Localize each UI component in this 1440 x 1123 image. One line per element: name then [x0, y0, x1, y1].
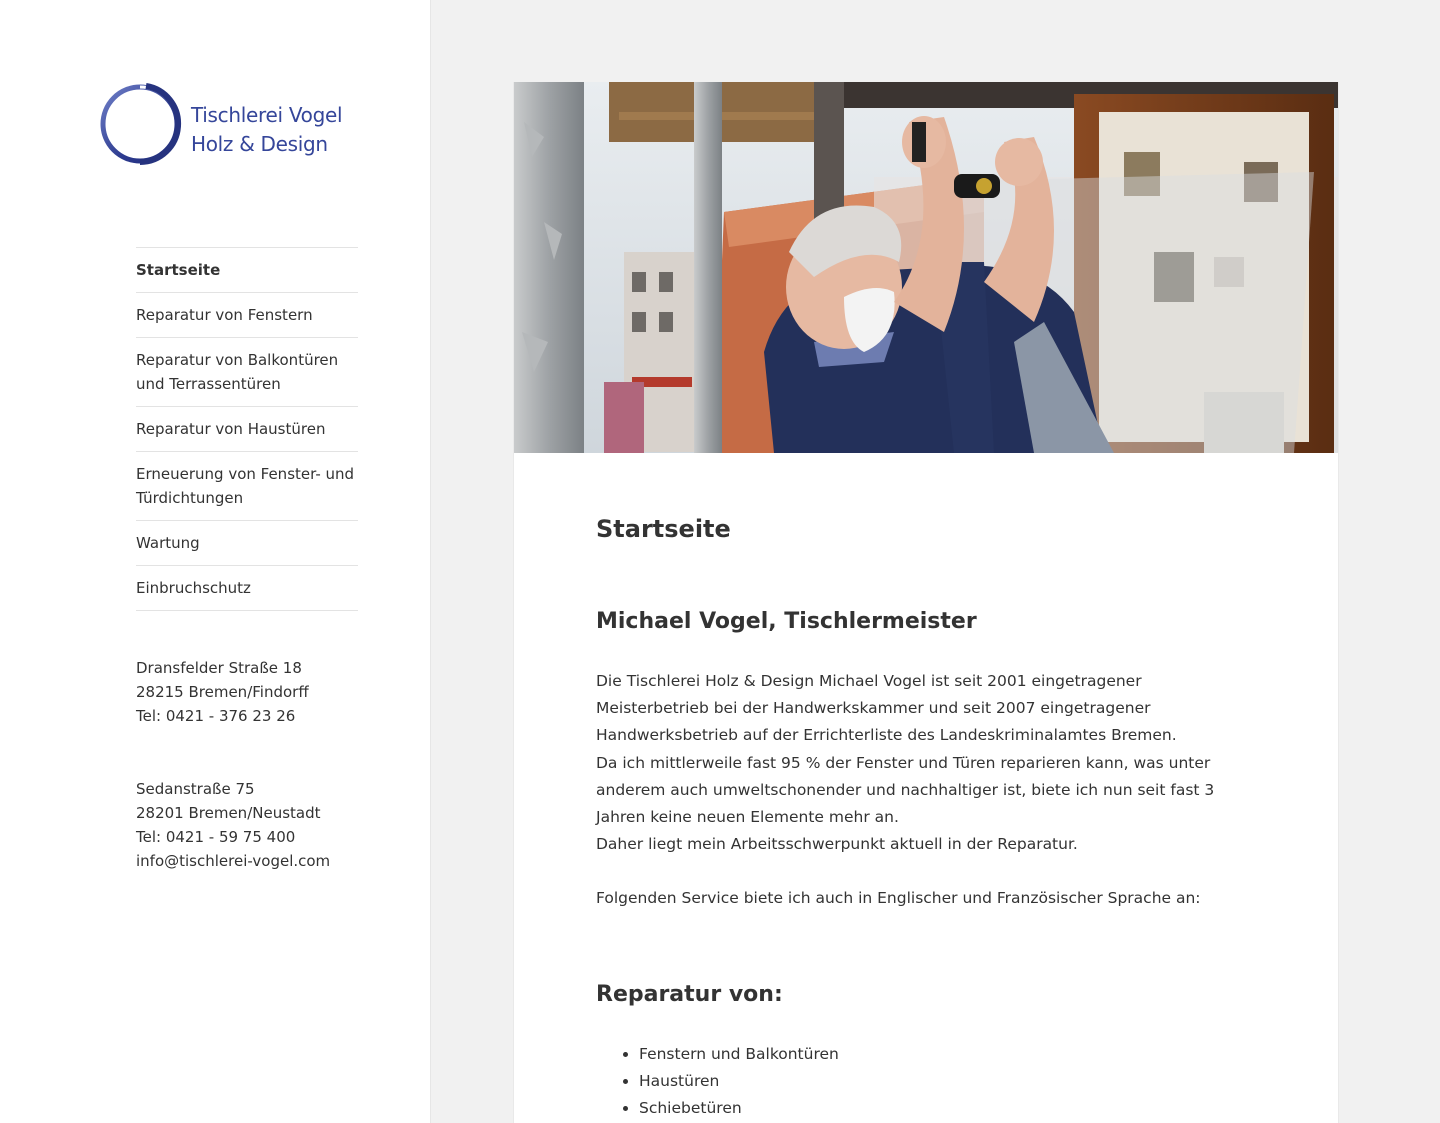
address-city: 28215 Bremen/Findorff: [136, 683, 309, 701]
nav-link[interactable]: Reparatur von Balkontüren und Terrassentüren: [136, 351, 339, 393]
address-city: 28201 Bremen/Neustadt: [136, 804, 321, 822]
page-title: Startseite: [596, 515, 731, 543]
address-phone: Tel: 0421 - 376 23 26: [136, 707, 296, 725]
logo-text-line1: Tischlerei Vogel: [191, 103, 343, 127]
intro-line: Da ich mittlerweile fast 95 % der Fenster und Türen reparieren kann, was unter anderem auch umweltschonender und nachhaltiger ist, biete ich nun seit fast 3 Jahren keine neuen Elemente mehr an.: [596, 753, 1215, 827]
nav-link[interactable]: Reparatur von Fenstern: [136, 306, 313, 324]
nav-item-startseite[interactable]: [136, 248, 358, 293]
address-phone: Tel: 0421 - 59 75 400: [136, 828, 296, 846]
nav-item-wartung[interactable]: [136, 521, 358, 566]
main-navigation: [136, 247, 358, 611]
address-street: Dransfelder Straße 18: [136, 659, 302, 677]
nav-item-dichtungen[interactable]: [136, 452, 358, 521]
service-paragraph: Folgenden Service biete ich auch in Englischer und Französischer Sprache an:: [596, 889, 1201, 908]
nav-item-reparatur-fenster[interactable]: [136, 293, 358, 338]
hero-photo-craftsman-window: [514, 82, 1339, 453]
entry-content: [596, 512, 1256, 1122]
intro-line: Daher liegt mein Arbeitsschwerpunkt aktuell in der Reparatur.: [596, 835, 1078, 854]
nav-item-reparatur-balkontueren[interactable]: [136, 338, 358, 407]
repair-heading: Reparatur von:: [596, 981, 783, 1007]
intro-paragraph: [596, 668, 1256, 858]
sidebar: [0, 0, 431, 1123]
address-findorff: [136, 656, 309, 728]
nav-link[interactable]: Einbruchschutz: [136, 579, 251, 597]
nav-link[interactable]: Startseite: [136, 261, 221, 279]
list-item: • Fenstern und Balkontüren: [639, 1041, 1256, 1068]
nav-link[interactable]: Erneuerung von Fenster- und Türdichtungen: [136, 465, 355, 507]
list-item: • Schiebetüren: [639, 1095, 1256, 1122]
main-content: [513, 82, 1339, 1123]
logo-ring-icon: [100, 82, 184, 168]
subheading-owner: Michael Vogel, Tischlermeister: [596, 609, 977, 634]
nav-item-reparatur-haustueren[interactable]: [136, 407, 358, 452]
nav-link[interactable]: Wartung: [136, 534, 200, 552]
repair-list: [596, 1041, 1256, 1122]
hero-image: [514, 82, 1339, 453]
address-neustadt: [136, 777, 330, 873]
logo-text-line2: Holz & Design: [191, 132, 328, 156]
nav-link[interactable]: Reparatur von Haustüren: [136, 420, 326, 438]
intro-line: Die Tischlerei Holz & Design Michael Vogel ist seit 2001 eingetragener Meisterbetrieb bei der Handwerkskammer und seit 2007 eingetragener Handwerksbetrieb auf der Errichterliste des Landeskriminalamtes Bremen.: [596, 672, 1177, 745]
site-logo[interactable]: [100, 82, 355, 168]
address-street: Sedanstraße 75: [136, 780, 255, 798]
email-link[interactable]: info@tischlerei-vogel.com: [136, 852, 331, 870]
nav-item-einbruchschutz[interactable]: [136, 566, 358, 611]
list-item: • Haustüren: [639, 1068, 1256, 1095]
